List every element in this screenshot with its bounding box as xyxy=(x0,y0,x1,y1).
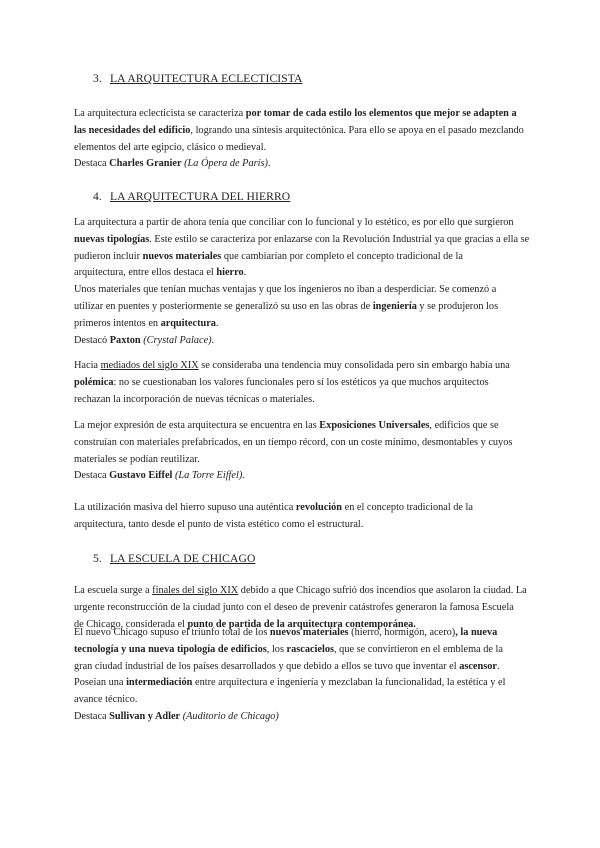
text-run: elementos del arte egipcio, clásico o medieval. xyxy=(74,141,267,153)
italic-run: (Auditorio de Chicago) xyxy=(180,710,279,722)
text-run: , los xyxy=(266,643,287,655)
section-5-number: 5. xyxy=(93,552,102,565)
bold-run: revolución xyxy=(295,502,343,513)
text-run: , edificios que se xyxy=(429,420,499,431)
underlined-run: mediados del siglo XIX xyxy=(100,360,199,371)
bold-run: arquitectura xyxy=(160,317,216,329)
text-run: . Este estilo se caracteriza por enlazarse con la Revolución Industrial ya que gracias a ella se xyxy=(149,233,530,245)
bold-run: hierro xyxy=(216,267,244,279)
bold-run: ascensor xyxy=(459,660,497,672)
text-run: (hierro, hormigón, acero) xyxy=(348,627,456,638)
italic-run: (La Torre Eiffel). xyxy=(172,470,245,482)
section-4-paragraph-1 xyxy=(74,215,534,349)
text-run: Destaca xyxy=(74,710,110,722)
section-5-heading xyxy=(93,552,255,565)
bold-run: rascacielos xyxy=(286,643,335,655)
text-run: utilizar en puentes y posteriormente se generalizó su uso en las obras de xyxy=(74,300,373,312)
text-run: avance técnico. xyxy=(74,694,138,706)
text-run: . xyxy=(496,660,500,672)
text-run: , que se convirtieron en el emblema de la xyxy=(334,643,503,655)
bold-run: Charles Granier xyxy=(109,158,182,170)
text-run: gran ciudad industrial de los países desarrollados y que debido a ellos se tuvo que inventar el xyxy=(74,660,460,672)
text-run: La escuela surge a xyxy=(74,585,153,596)
section-4-title: LA ARQUITECTURA DEL HIERRO xyxy=(110,190,291,203)
text-run: primeros intentos en xyxy=(74,317,161,329)
section-4-paragraph-4 xyxy=(74,500,534,534)
section-3-heading xyxy=(93,72,303,85)
bold-run: nuevas tipologías xyxy=(74,233,150,245)
section-3-title: LA ARQUITECTURA ECLECTICISTA xyxy=(110,72,303,85)
bold-run: nuevos materiales xyxy=(142,250,222,262)
text-run: Unos materiales que tenían muchas ventajas y que los ingenieros no iban a desperdiciar. Se comenzó a xyxy=(74,284,497,296)
bold-run: tecnología y una nueva tipología de edificios xyxy=(74,643,267,655)
text-run: . xyxy=(215,317,219,329)
bold-run: , la nueva xyxy=(455,627,498,638)
text-run: Destaca xyxy=(74,470,110,482)
section-4-number: 4. xyxy=(93,190,102,203)
bold-run: las necesidades del edificio xyxy=(74,124,191,136)
section-3-paragraph-1 xyxy=(74,106,534,173)
bold-run: Gustavo Eiffel xyxy=(109,470,173,482)
text-run: rechazan la incorporación de nuevas técnicas o materiales. xyxy=(74,393,315,405)
text-run: Poseían una xyxy=(74,677,127,689)
text-run: construían con materiales prefabricados, en un tiempo récord, con un coste mínimo, desmontables y cuyos xyxy=(74,436,513,448)
text-run: La utilización masiva del hierro supuso una auténtica xyxy=(74,502,296,513)
italic-run: (La Ópera de París) xyxy=(181,158,268,170)
text-run: debido a que Chicago sufrió dos incendios que asolaron la ciudad. La xyxy=(238,585,527,596)
bold-run: por tomar de cada estilo los elementos que mejor se adapten a xyxy=(245,108,517,119)
bold-run: intermediación xyxy=(126,677,193,689)
bold-run: polémica xyxy=(74,376,114,388)
section-5-paragraph-2 xyxy=(74,625,534,726)
text-run: materiales se podían reutilizar. xyxy=(74,453,200,465)
text-run: , logrando una síntesis arquitectónica. Para ello se apoya en el pasado mezclando xyxy=(190,124,524,136)
text-run: La arquitectura eclecticista se caracteriza xyxy=(74,108,246,119)
text-run: y se produjeron los xyxy=(416,300,499,312)
text-run: que cambiarían por completo el concepto tradicional de la xyxy=(221,250,463,262)
section-5-title: LA ESCUELA DE CHICAGO xyxy=(110,552,256,565)
italic-run: (Crystal Palace). xyxy=(140,334,215,346)
section-4-paragraph-2 xyxy=(74,358,534,408)
text-run: arquitectura, entre ellos destaca el xyxy=(74,267,217,279)
text-run: El nuevo Chicago supuso el triunfo total de los xyxy=(74,627,270,638)
text-run: . xyxy=(243,267,247,279)
section-4-paragraph-3 xyxy=(74,418,534,485)
text-run: Destacó xyxy=(74,334,110,346)
text-run: de Chicago, considerada el xyxy=(74,618,188,630)
text-run: Destaca xyxy=(74,158,110,170)
text-run: Hacia xyxy=(74,360,101,371)
text-run: urgente reconstrucción de la ciudad junto con el deseo de prevenir catástrofes generaron la famosa Escuela xyxy=(74,601,514,613)
bold-run: Sullivan y Adler xyxy=(109,710,181,722)
text-run: La arquitectura a partir de ahora tenía que conciliar con lo funcional y lo estético, es por ello que surgieron xyxy=(74,217,514,228)
text-run: . xyxy=(267,158,271,170)
bold-run: ingeniería xyxy=(372,300,417,312)
text-run: en el concepto tradicional de la xyxy=(342,502,473,513)
text-run: pudieron incluir xyxy=(74,250,143,262)
bold-run: Paxton xyxy=(109,334,141,346)
text-run: : no se cuestionaban los valores funcionales pero sí los estéticos ya que muchos arquitectos xyxy=(113,376,489,388)
text-run: se consideraba una tendencia muy consolidada pero sin embargo había una xyxy=(198,360,510,371)
underlined-run: finales del siglo XIX xyxy=(152,585,239,596)
text-run: arquitectura, tanto desde el punto de vista estético como el estructural. xyxy=(74,518,364,530)
section-3-number: 3. xyxy=(93,72,102,85)
bold-run: Exposiciones Universales xyxy=(319,420,430,431)
bold-run: nuevos materiales xyxy=(269,627,349,638)
bold-run: punto de partida de la arquitectura contemporánea. xyxy=(187,618,416,630)
text-run: La mejor expresión de esta arquitectura se encuentra en las xyxy=(74,420,320,431)
section-4-heading xyxy=(93,190,290,203)
text-run: entre arquitectura e ingeniería y mezclaban la funcionalidad, la estética y el xyxy=(192,677,506,689)
